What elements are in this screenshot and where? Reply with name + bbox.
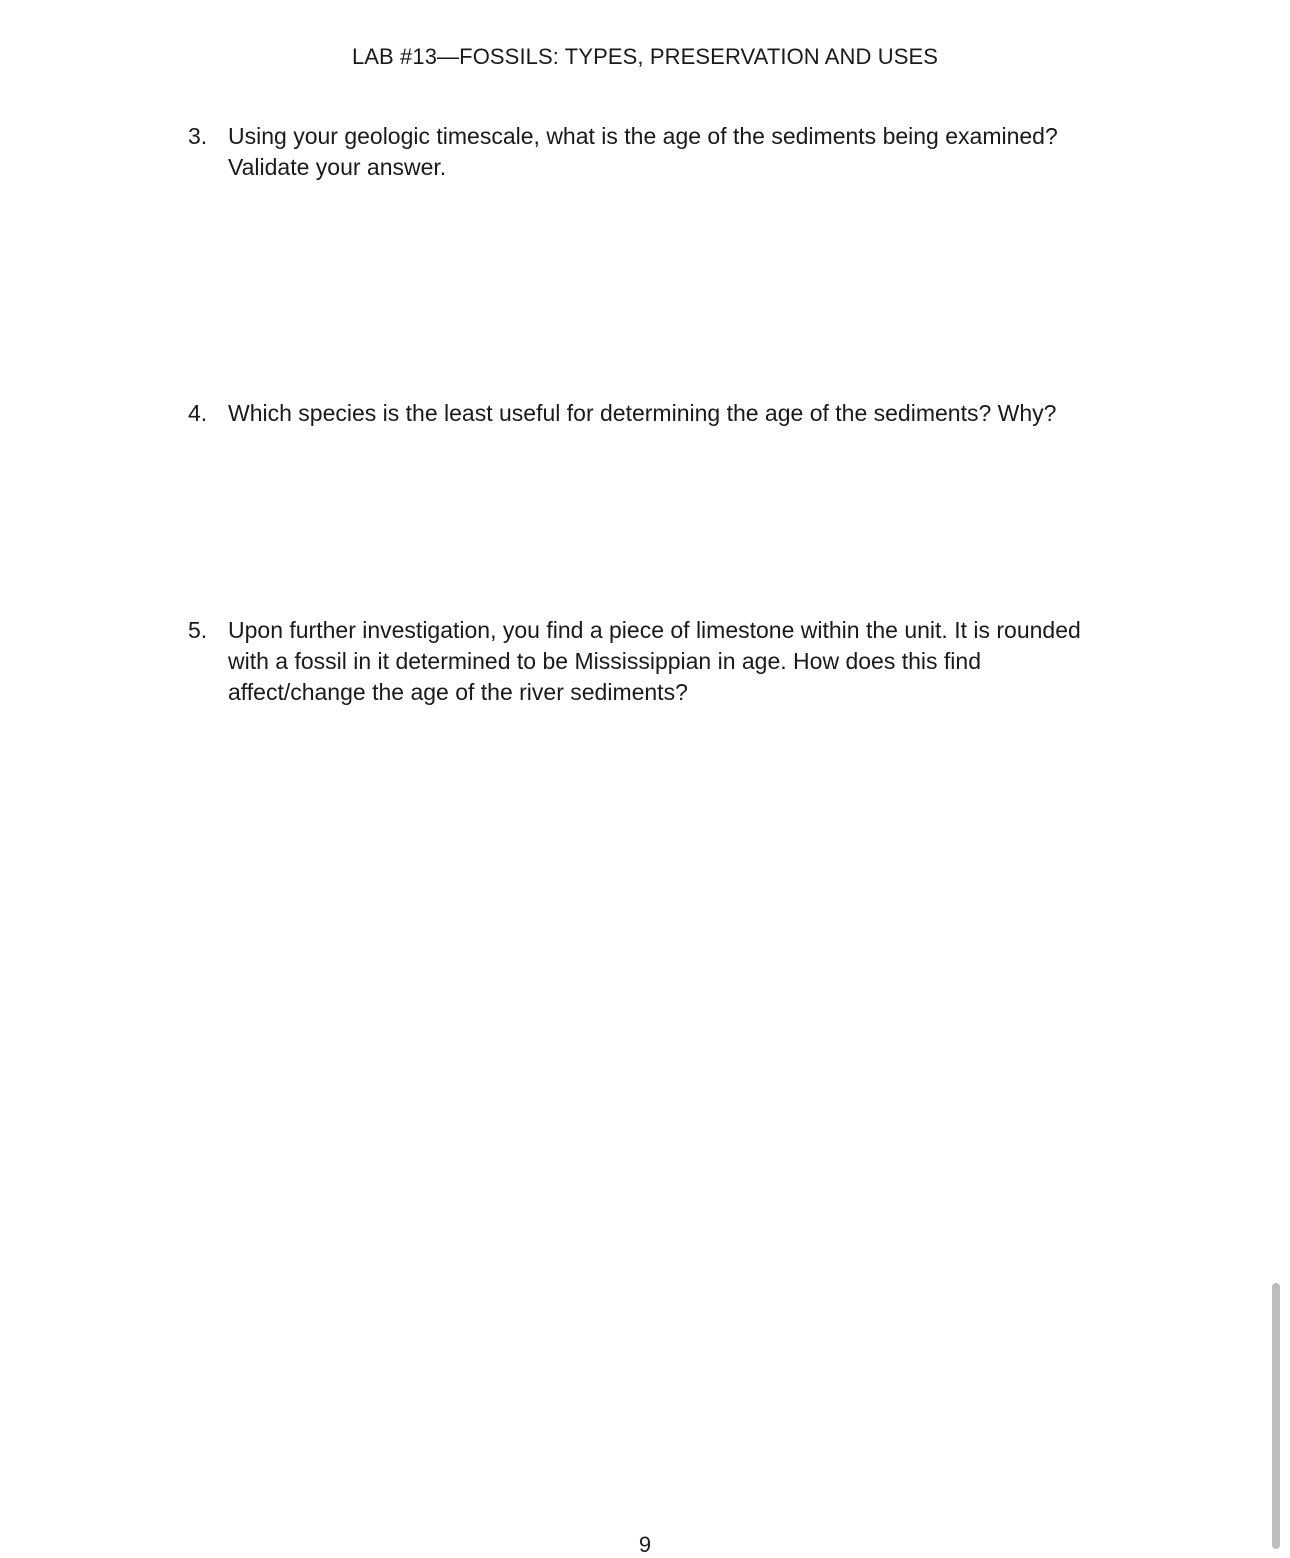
question-3: [188, 121, 1128, 183]
page-header-title: LAB #13—FOSSILS: TYPES, PRESERVATION AND USES: [351, 44, 939, 69]
question-line: with a fossil in it determined to be Mississippian in age. How does this find: [228, 648, 981, 674]
question-5: [188, 615, 1128, 708]
question-line: Upon further investigation, you find a piece of limestone within the unit. It is rounded: [228, 617, 1081, 643]
question-line: Which species is the least useful for determining the age of the sediments? Why?: [228, 400, 1057, 426]
question-line: affect/change the age of the river sediments?: [228, 679, 688, 705]
question-4: [188, 398, 1128, 429]
question-number: 3.: [188, 123, 208, 149]
page-number: 9: [638, 1532, 652, 1557]
question-number: 4.: [188, 400, 208, 426]
question-number: 5.: [188, 617, 208, 643]
question-line: Validate your answer.: [228, 154, 447, 180]
question-text: [228, 615, 1128, 708]
vertical-scrollbar[interactable]: [1272, 1283, 1280, 1549]
question-line: Using your geologic timescale, what is the age of the sediments being examined?: [228, 123, 1058, 149]
question-text: [228, 121, 1128, 183]
question-text: [228, 398, 1128, 429]
